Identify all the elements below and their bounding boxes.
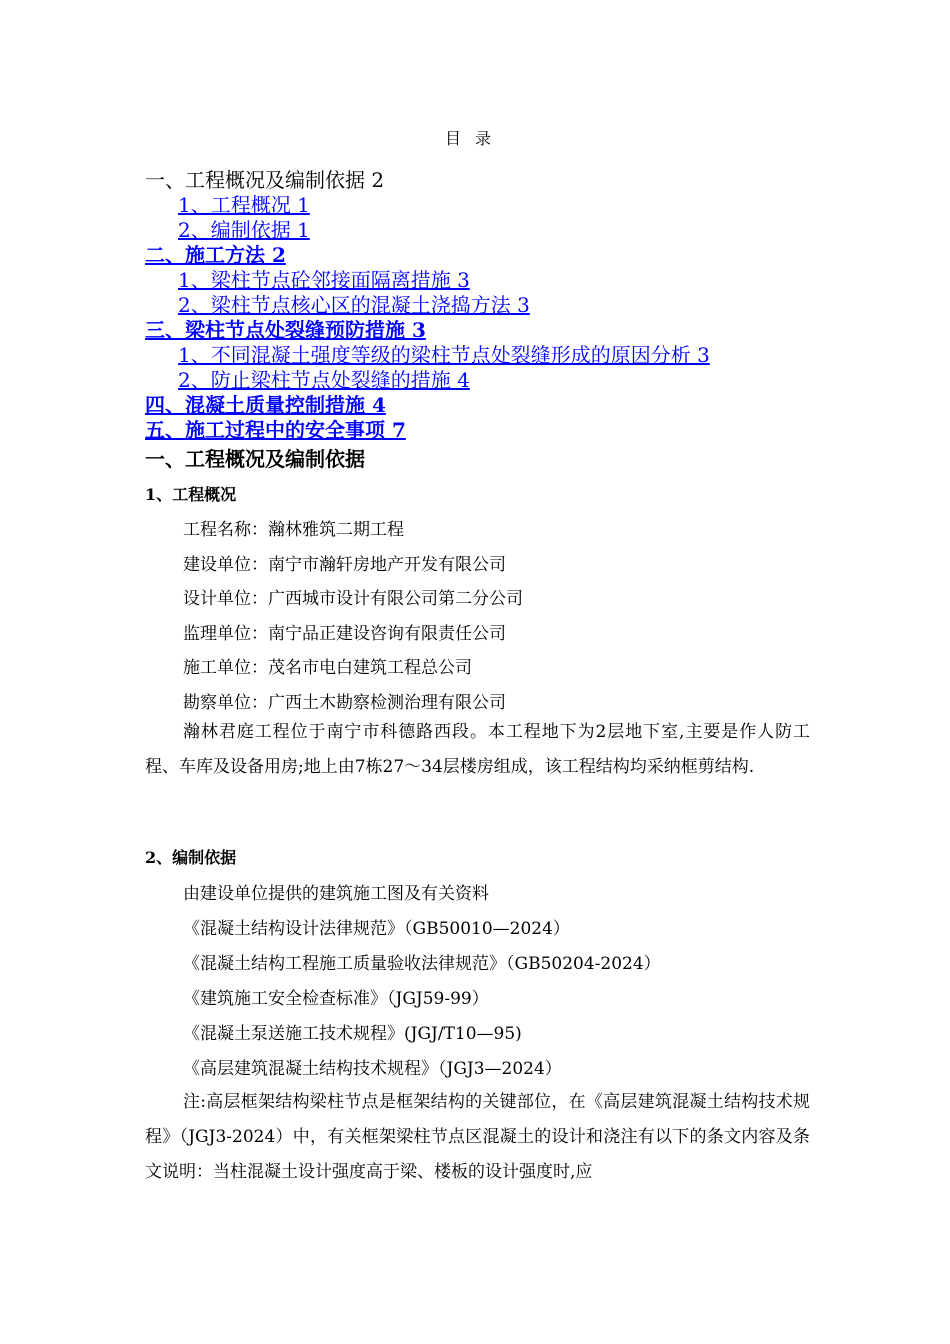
project-info-line: 勘察单位：广西土木勘察检测治理有限公司 [183,693,506,713]
toc-link-label[interactable]: 1、工程概况 1 [178,193,310,217]
toc-entry-1[interactable] [145,168,384,193]
toc-entry-4[interactable] [145,393,386,418]
toc-entry-3-1[interactable] [178,343,710,368]
toc-entry-1-1[interactable] [178,193,310,218]
toc-entry-3-2[interactable] [178,368,470,393]
project-info-line: 监理单位：南宁品正建设咨询有限责任公司 [183,624,506,644]
toc-link-label[interactable]: 1、梁柱节点砼邻接面隔离措施 3 [178,268,470,292]
subsection-heading: 2、编制依据 [145,848,237,867]
toc-entry-2-2[interactable] [178,293,530,318]
reference-line: 《混凝土结构工程施工质量验收法律规范》（GB50204-2024） [183,954,661,974]
note-paragraph: 注:高层框架结构梁柱节点是框架结构的关键部位，在《高层建筑混凝土结构技术规程》（JGJ3-2024）中，有关框架梁柱节点区混凝土的设计和浇注有以下的条文内容及条文说明：当柱混凝土设计强度高于梁、楼板的设计强度时,应 [145,1092,810,1182]
project-info-line: 工程名称：瀚林雅筑二期工程 [183,520,404,540]
toc-link-label[interactable]: 四、混凝土质量控制措施 4 [145,393,386,417]
toc-entry-2[interactable] [145,243,286,268]
project-info-line: 设计单位：广西城市设计有限公司第二分公司 [183,589,523,609]
reference-line: 由建设单位提供的建筑施工图及有关资料 [183,884,489,904]
toc-title: 目录 [444,129,505,148]
toc-entry-2-1[interactable] [178,268,470,293]
reference-line: 《混凝土结构设计法律规范》（GB50010—2024） [183,919,570,939]
toc-entry-5[interactable] [145,418,406,443]
project-description: 瀚林君庭工程位于南宁市科德路西段。本工程地下为2层地下室,主要是作人防工程、车库及设备用房;地上由7栋27～34层楼房组成，该工程结构均采纳框剪结构. [145,722,810,777]
toc-entry-3[interactable] [145,318,426,343]
toc-entry-1-2[interactable] [178,218,310,243]
toc-link-label[interactable]: 1、不同混凝土强度等级的梁柱节点处裂缝形成的原因分析 3 [178,343,710,367]
toc-link-label: 一、工程概况及编制依据 2 [145,168,385,192]
toc-link-label[interactable]: 2、编制依据 1 [178,218,310,242]
reference-line: 《高层建筑混凝土结构技术规程》（JGJ3—2024） [183,1059,562,1079]
toc-link-label[interactable]: 二、施工方法 2 [145,243,286,267]
reference-line: 《混凝土泵送施工技术规程》(JGJ/T10—95) [183,1024,522,1044]
subsection-heading: 1、工程概况 [145,485,237,504]
toc-link-label[interactable]: 2、防止梁柱节点处裂缝的措施 4 [178,368,470,392]
section-heading: 一、工程概况及编制依据 [145,447,365,471]
project-info-line: 建设单位：南宁市瀚轩房地产开发有限公司 [183,555,506,575]
toc-link-label[interactable]: 五、施工过程中的安全事项 7 [145,418,406,442]
project-info-line: 施工单位：茂名市电白建筑工程总公司 [183,658,472,678]
toc-link-label[interactable]: 2、梁柱节点核心区的混凝土浇捣方法 3 [178,293,530,317]
reference-line: 《建筑施工安全检查标准》（JGJ59-99） [183,989,489,1009]
toc-link-label[interactable]: 三、梁柱节点处裂缝预防措施 3 [145,318,426,342]
